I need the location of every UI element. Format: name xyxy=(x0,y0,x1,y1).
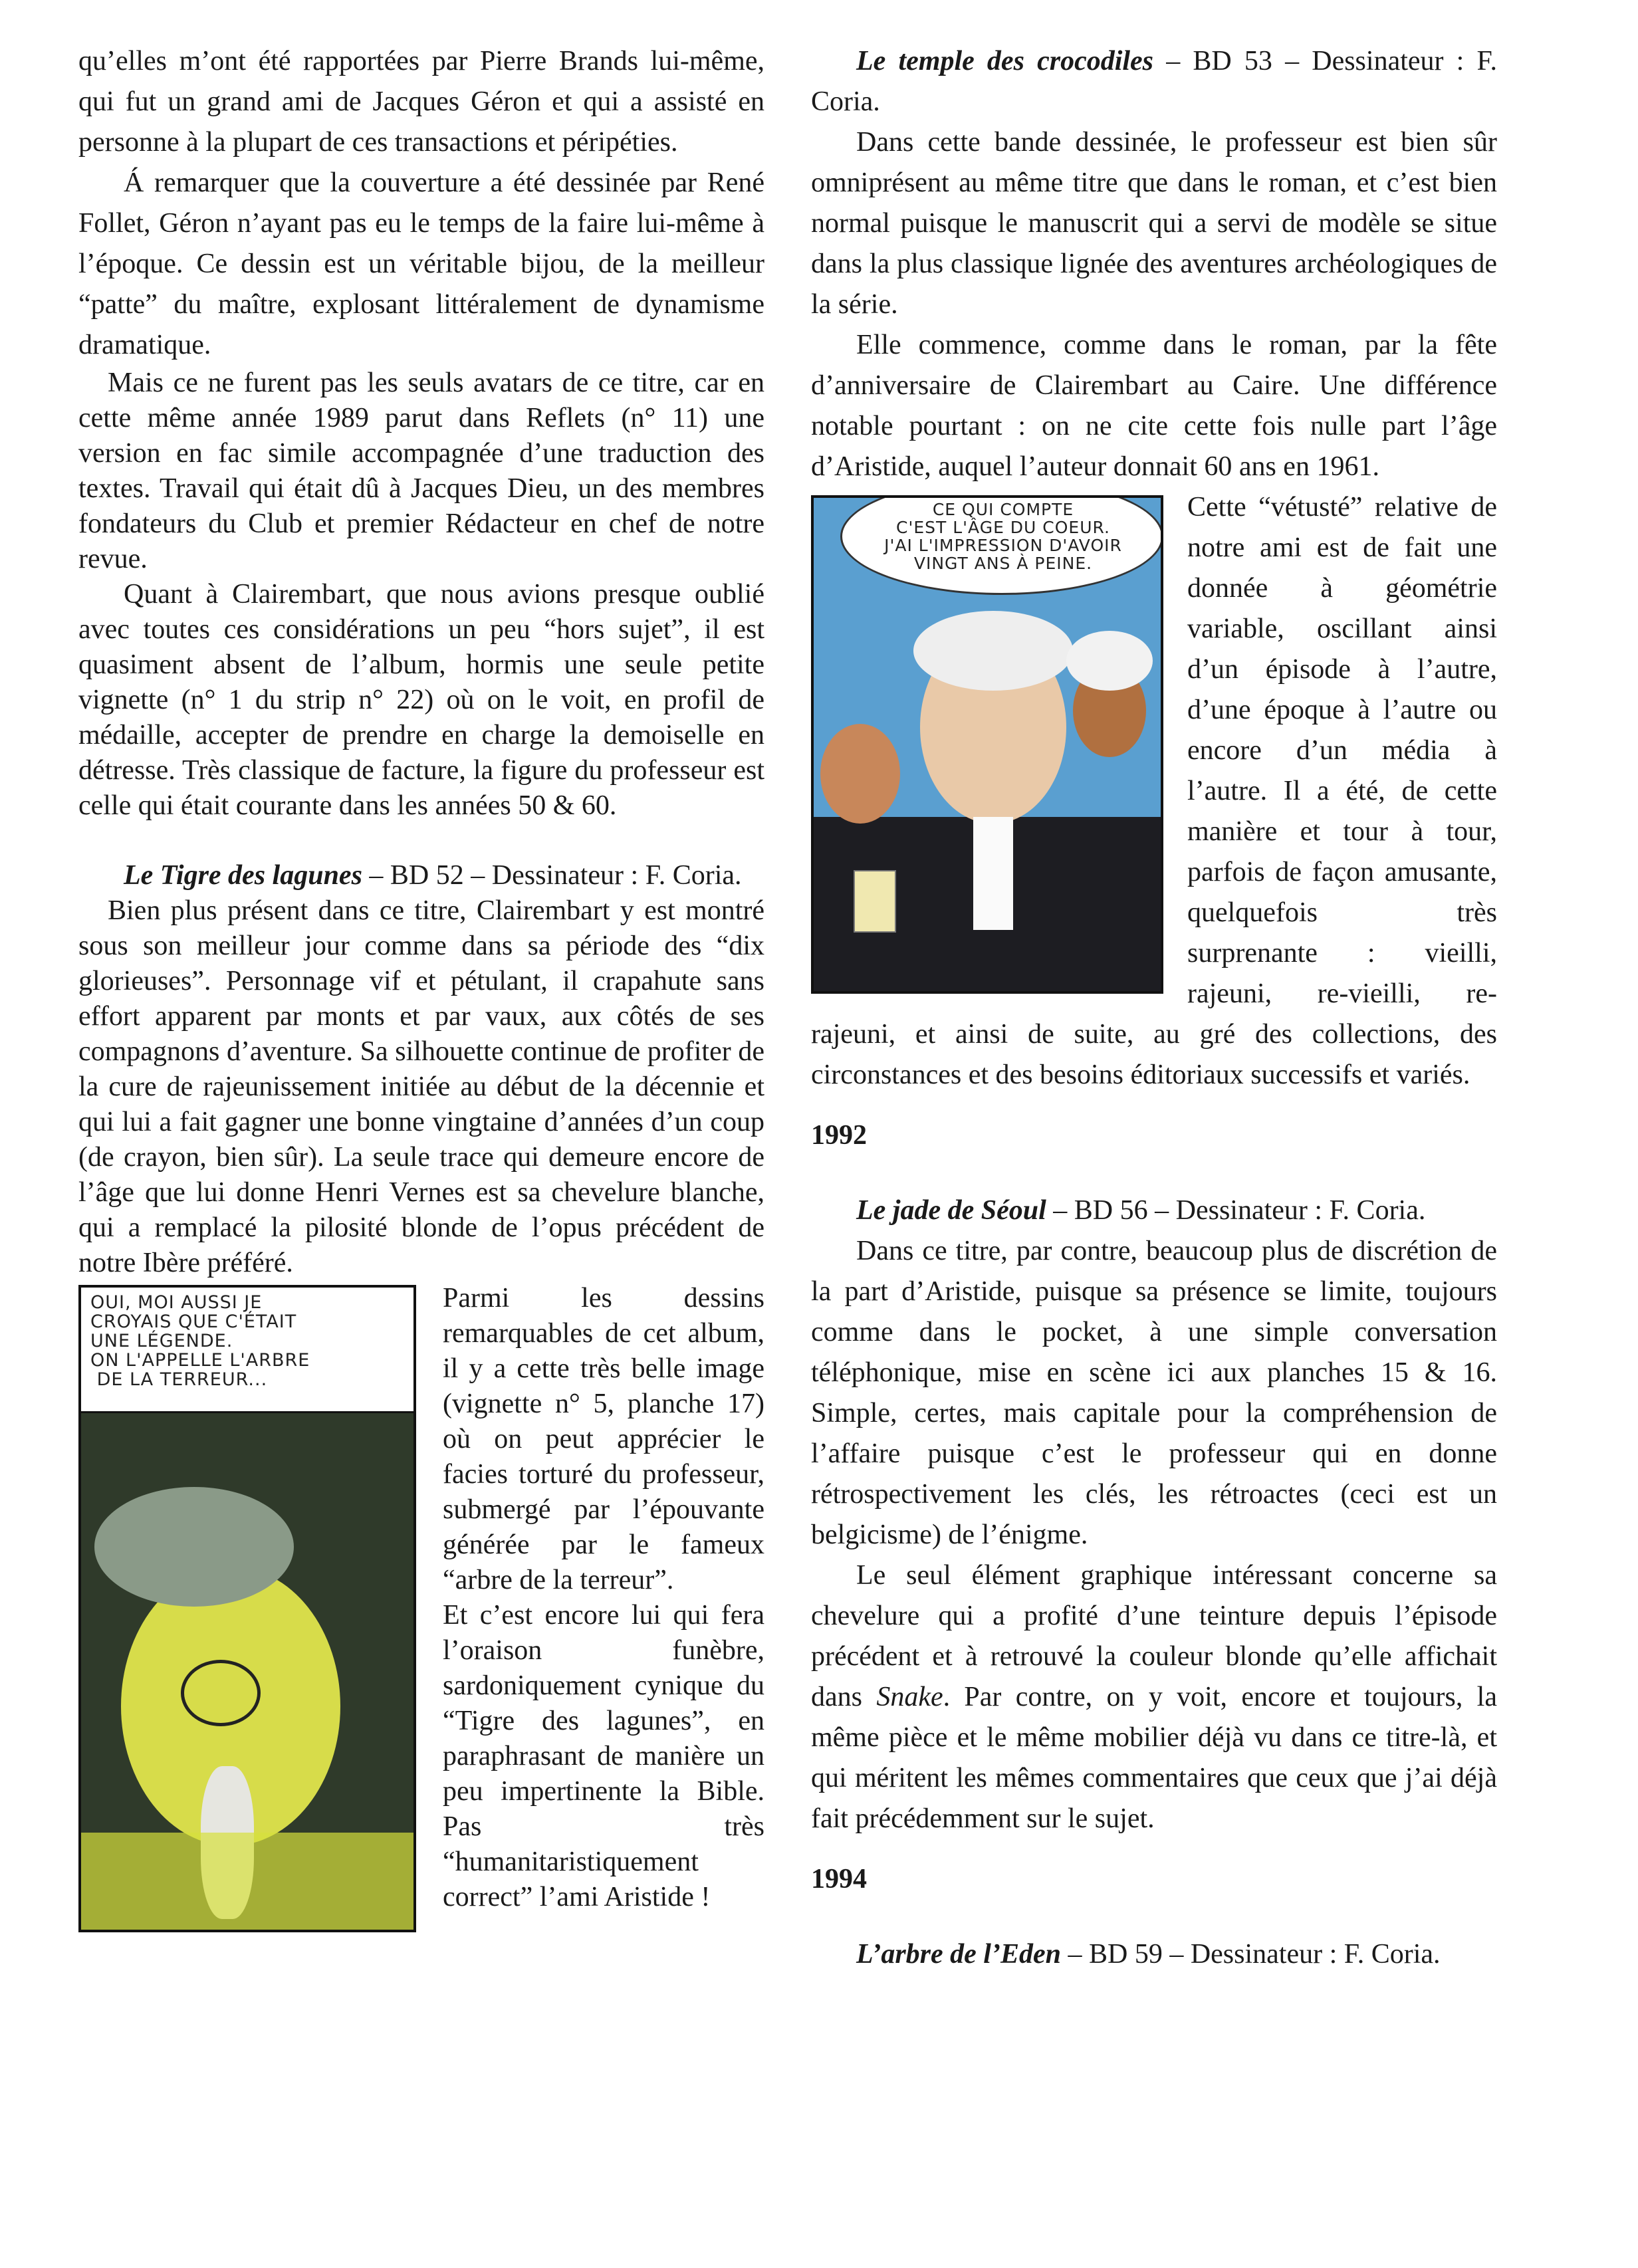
paragraph: Dans cette bande dessinée, le professeur est bien sûr omniprésent au même titre que dans le roman, et c’est bien normal puisque le manuscrit qui a servi de modèle se situe dans la plus classique lignée des aventures archéologiques de la série. xyxy=(811,127,1497,320)
year-heading: 1994 xyxy=(811,1864,867,1894)
year-heading: 1992 xyxy=(811,1120,867,1151)
speech-bubble: CE QUI COMPTE C'EST L'ÂGE DU COEUR. J'AI L'IMPRESSION D'AVOIR VINGT ANS À PEINE. xyxy=(884,500,1122,573)
album-title: Le Tigre des lagunes xyxy=(124,860,362,891)
album-title: Le temple des crocodiles xyxy=(856,46,1154,76)
paragraph: Parmi les dessins remarquables de cet album, il y a cette très belle image (vignette n° 5, planche 17) où on peut apprécier le facies torturé du professeur, submergé par l’épouvante générée par le fameux “arbre de la terreur”. xyxy=(443,1283,764,1595)
speech-caption: OUI, MOI AUSSI JE CROYAIS QUE C'ÉTAIT UNE LÉGENDE. ON L'APPELLE L'ARBRE DE LA TERREUR... xyxy=(90,1292,310,1390)
text: . Par contre, on y voit, encore et toujours, la même pièce et le même mobilier déjà vu dans ce titre-là, et qui méritent les mêmes commentaires que ceux que j’ai déjà fait précédemment sur le sujet. xyxy=(811,1682,1497,1834)
text: Le seul élément graphique intéressant concerne sa chevelure qui a profité d’une teinture depuis l’épisode précédent et à retrouvé la couleur blonde qu’elle affichait dans xyxy=(811,1560,1497,1712)
paragraph: Elle commence, comme dans le roman, par la fête d’anniversaire de Clairembart au Caire. Une différence notable pourtant : on ne cite cette fois nulle part l’âge d’Aristide, auquel l’auteur donnait 60 ans en 1961. xyxy=(811,330,1497,482)
section-heading-temple xyxy=(811,41,1497,122)
comic-panel-arbre-terreur xyxy=(78,1285,416,1932)
paragraph: Á remarquer que la couverture a été dessinée par René Follet, Géron n’ayant pas eu le temps de la faire lui-même à l’époque. Ce dessin est un véritable bijou, de la meilleur “patte” du maître, explosant littéralement de dynamisme dramatique. xyxy=(78,168,764,360)
album-meta: – BD 56 – Dessinateur : F. Coria. xyxy=(1046,1195,1426,1226)
paragraph: Mais ce ne furent pas les seuls avatars de ce titre, car en cette même année 1989 parut dans Reflets (n° 11) une version en fac simile accompagnée d’une traduction des textes. Travail qui était dû à Jacques Dieu, un des membres fondateurs du Club et premier Rédacteur en chef de notre revue. xyxy=(78,368,764,574)
album-meta: – BD 59 – Dessinateur : F. Coria. xyxy=(1060,1939,1441,1970)
italic-title: Snake xyxy=(876,1682,943,1712)
paragraph: Dans ce titre, par contre, beaucoup plus de discrétion de la part d’Aristide, puisque sa présence se limite, toujours comme dans le pocket, à une simple conversation téléphonique, mise en scène ici aux planches 15 & 16. Simple, certes, mais capitale pour la compréhension de l’affaire puisque c’est le professeur qui en donne rétrospectivement les clés, les rétroactes (ceci est un belgicisme) de l’énigme. xyxy=(811,1236,1497,1550)
paragraph: Et c’est encore lui qui fera l’oraison funèbre, sardoniquement cynique du “Tigre des lagunes”, en paraphrasant de manière un peu impertinente la Bible. Pas très “humanitaristiquement correct” l’ami Aristide ! xyxy=(443,1600,764,1912)
section-heading-eden xyxy=(811,1934,1497,1975)
paragraph: Cette “vétusté” relative de notre ami est de fait une donnée à géométrie variable, oscillant ainsi d’un épisode à l’autre, d’une époque à l’autre ou encore d’un média à l’autre. Il a été, de cette manière et tour à tour, parfois de façon amusante, quelquefois très surprenante : vieilli, rajeuni, re-vieilli, re-rajeuni, et ainsi de suite, au gré des collections, des circonstances et des besoins éditoriaux successifs et variés. xyxy=(811,492,1497,1090)
album-meta: – BD 52 – Dessinateur : F. Coria. xyxy=(362,860,742,891)
album-meta: – BD 53 – Dessinateur : F. Coria. xyxy=(811,46,1498,117)
album-title: L’arbre de l’Eden xyxy=(856,1939,1061,1970)
comic-panel-anniversaire xyxy=(811,495,1163,994)
paragraph xyxy=(811,1555,1497,1839)
section-heading-tigre xyxy=(78,858,764,893)
paragraph: qu’elles m’ont été rapportées par Pierre Brands lui-même, qui fut un grand ami de Jacques Géron et qui a assisté en personne à la plupart de ces transactions et péripéties. xyxy=(78,46,764,158)
paragraph: Bien plus présent dans ce titre, Clairembart y est montré sous son meilleur jour comme dans sa période des “dix glorieuses”. Personnage vif et pétulant, il crapahute sans effort apparent par monts et par vaux, aux côtés de ses compagnons d’aventure. Sa silhouette continue de profiter de la cure de rajeunissement initiée au début de la décennie et qui lui a fait gagner une bonne vingtaine d’années d’un coup (de crayon, bien sûr). La seule trace qui demeure encore de l’âge que lui donne Henri Vernes est sa chevelure blanche, qui a remplacé la pilosité blonde de l’opus précédent de notre Ibère préféré. xyxy=(78,895,764,1278)
left-column xyxy=(78,41,764,1936)
album-title: Le jade de Séoul xyxy=(856,1195,1046,1226)
paragraph: Quant à Clairembart, que nous avions presque oublié avec toutes ces considérations un peu “hors sujet”, il est quasiment absent de l’album, hormis une seule petite vignette (n° 1 du strip n° 22) où on le voit, en profil de médaille, accepter de prendre en charge la demoiselle en détresse. Très classique de facture, la figure du professeur est celle qui était courante dans les années 50 & 60. xyxy=(78,579,764,821)
right-column xyxy=(811,41,1497,1975)
section-heading-jade xyxy=(811,1191,1497,1231)
